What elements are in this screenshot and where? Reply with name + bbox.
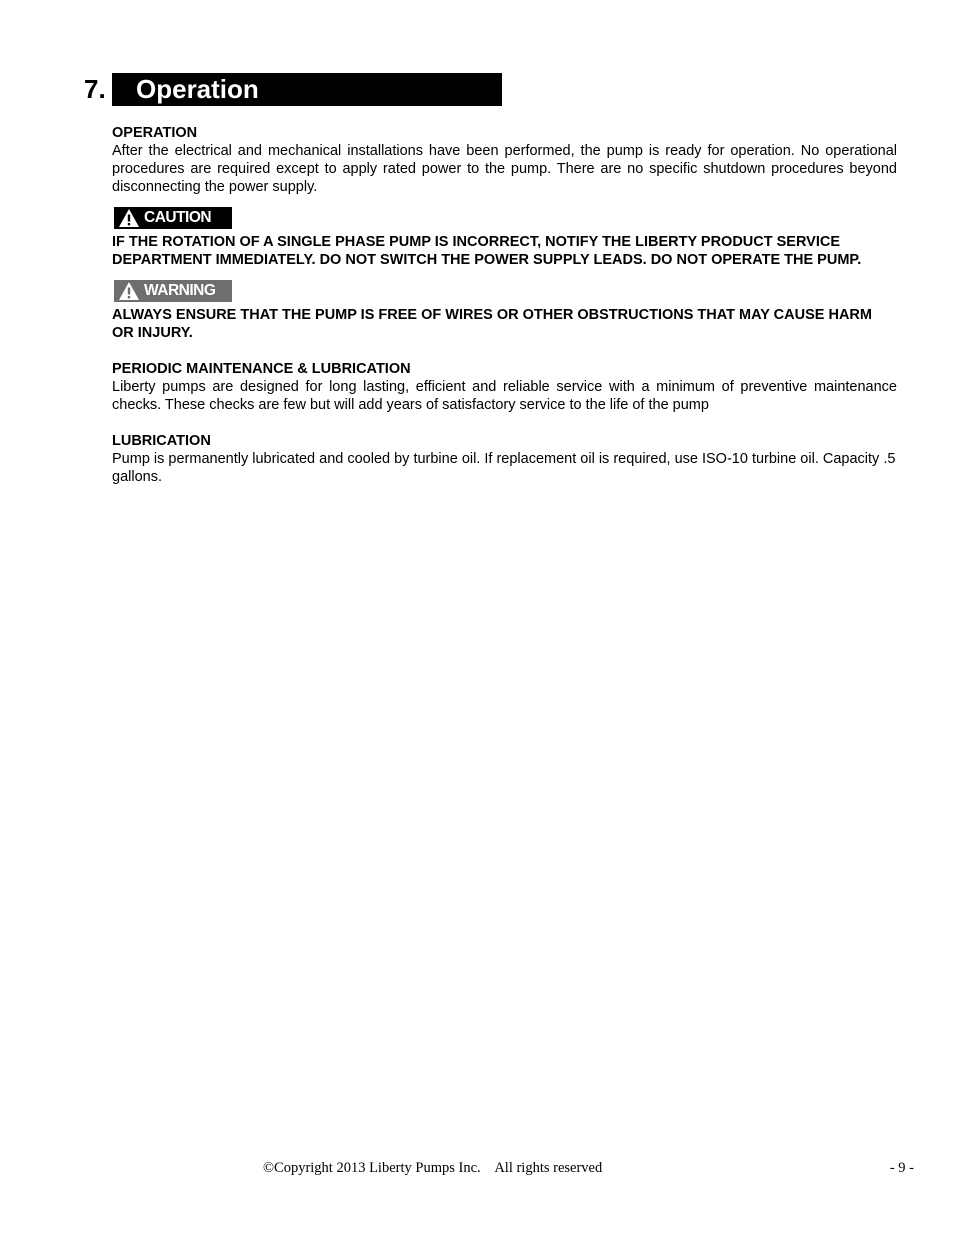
warning-label-text: WARNING (144, 282, 216, 299)
caution-label (114, 207, 232, 229)
footer-copyright: ©Copyright 2013 Liberty Pumps Inc. All rights reserved (263, 1160, 603, 1176)
warning-triangle-icon (118, 281, 140, 301)
page-number: - 9 - (889, 1160, 914, 1176)
warning-text: ALWAYS ENSURE THAT THE PUMP IS FREE OF WIRES OR OTHER OBSTRUCTIONS THAT MAY CAUSE HARM OR INJURY. (112, 307, 872, 341)
operation-body: After the electrical and mechanical installations have been performed, the pump is ready for operation. No operational procedures are required except to apply rated power to the pump. There are no specific shutdown procedures beyond disconnecting the power supply. (112, 143, 897, 195)
warning-triangle-icon (118, 208, 140, 228)
maintenance-body: Liberty pumps are designed for long lasting, efficient and reliable service with a minimum of preventive maintenance checks. These checks are few but will add years of satisfactory service to the life of the pump (112, 379, 897, 413)
warning-label (114, 280, 232, 302)
lubrication-body: Pump is permanently lubricated and cooled by turbine oil. If replacement oil is required, use ISO-10 turbine oil. Capacity .5 gallons. (112, 451, 896, 485)
lubrication-title: LUBRICATION (112, 433, 211, 449)
section-number: 7. (84, 74, 106, 104)
section-title: Operation (112, 73, 502, 106)
caution-label-text: CAUTION (144, 209, 212, 226)
section-heading (84, 73, 502, 106)
page-content (112, 124, 897, 486)
operation-title: OPERATION (112, 125, 198, 141)
caution-text: IF THE ROTATION OF A SINGLE PHASE PUMP IS INCORRECT, NOTIFY THE LIBERTY PRODUCT SERVICE DEPARTMENT IMMEDIATELY. DO NOT SWITCH THE POWER SUPPLY LEADS. DO NOT OPERATE THE PUMP. (112, 234, 862, 268)
maintenance-title: PERIODIC MAINTENANCE & LUBRICATION (112, 361, 411, 377)
